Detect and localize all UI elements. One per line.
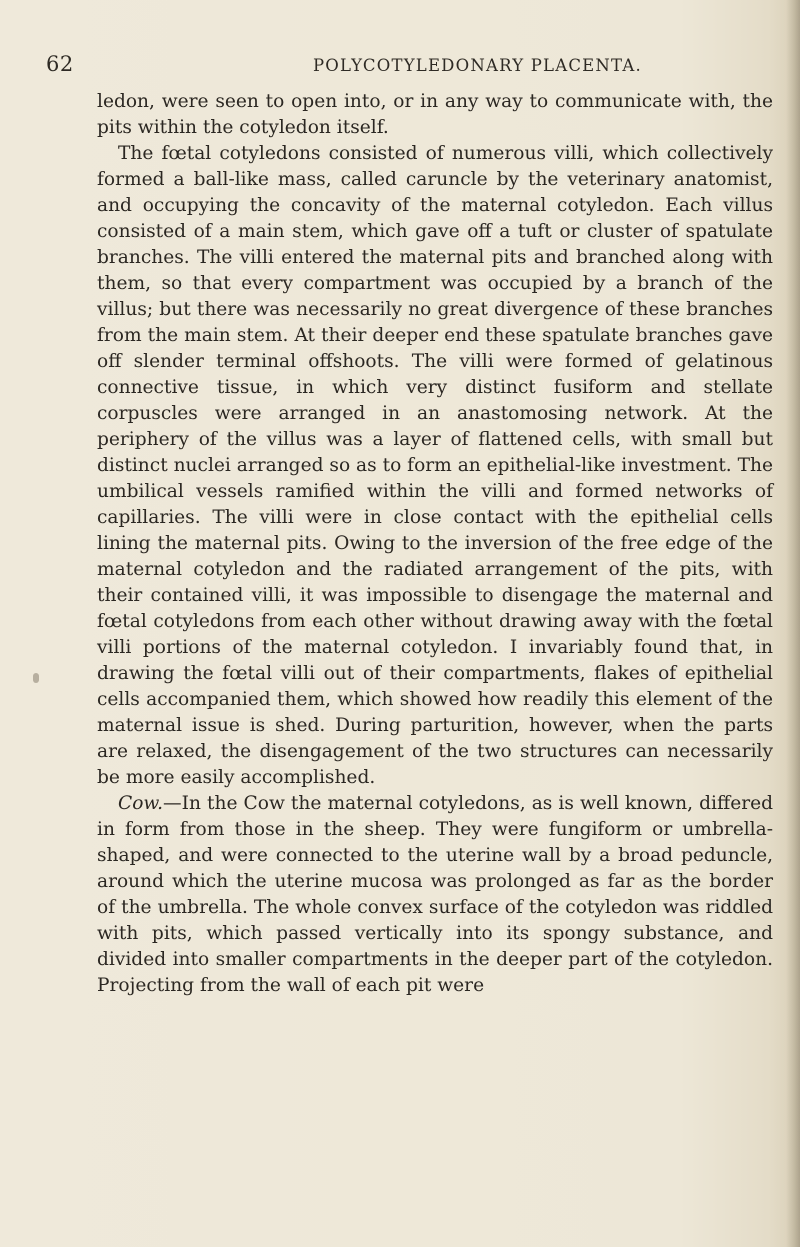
page-number: 62 <box>46 52 74 76</box>
page-edge-shadow <box>786 0 800 1247</box>
paragraph-foetal-cotyledons: The fœtal cotyledons consisted of numerous villi, which collectively formed a ball-like mass, called caruncle by the veterinary anatomist, and occupying the concavity of the maternal cotyledon. Each villus consisted of a main stem, which gave off a tuft or cluster of spatulate branches. The villi entered the maternal pits and branched along with them, so that every compartment was occupied by a branch of the villus; but there was necessarily no great divergence of these branches from the main stem. At their deeper end these spatulate branches gave off slender terminal offshoots. The villi were formed of gelatinous connective tissue, in which very distinct fusiform and stellate corpuscles were arranged in an anastomosing network. At the periphery of the villus was a layer of flattened cells, with small but distinct nuclei arranged so as to form an epithelial-like investment. The umbilical vessels ramified within the villi and formed networks of capillaries. The villi were in close contact with the epithelial cells lining the maternal pits. Owing to the inversion of the free edge of the maternal cotyledon and the radiated arrangement of the pits, with their contained villi, it was impossible to disengage the maternal and fœtal cotyledons from each other without drawing away with the fœtal villi portions of the maternal cotyledon. I invariably found that, in drawing the fœtal villi out of their compartments, flakes of epithelial cells accompanied them, which showed how readily this element of the maternal issue is shed. During parturition, however, when the parts are relaxed, the disengagement of the two structures can necessarily be more easily accomplished. <box>97 143 773 788</box>
running-title: POLYCOTYLEDONARY PLACENTA. <box>313 56 642 75</box>
body-text <box>97 89 773 999</box>
page-header <box>46 52 746 82</box>
paragraph-cow <box>97 791 773 999</box>
paragraph-continuation: ledon, were seen to open into, or in any way to communicate with, the pits within the cotyledon itself. <box>97 91 773 138</box>
species-heading-cow: Cow. <box>118 793 164 814</box>
paragraph-cow-text: —In the Cow the maternal cotyledons, as is well known, differed in form from those in the sheep. They were fungiform or umbrella-shaped, and were connected to the uterine wall by a broad peduncle, around which the uterine mucosa was prolonged as far as the border of the umbrella. The whole convex surface of the cotyledon was riddled with pits, which passed vertically into its spongy substance, and divided into smaller compartments in the deeper part of the cotyledon. Projecting from the wall of each pit were <box>97 793 773 996</box>
margin-mark <box>33 673 39 683</box>
